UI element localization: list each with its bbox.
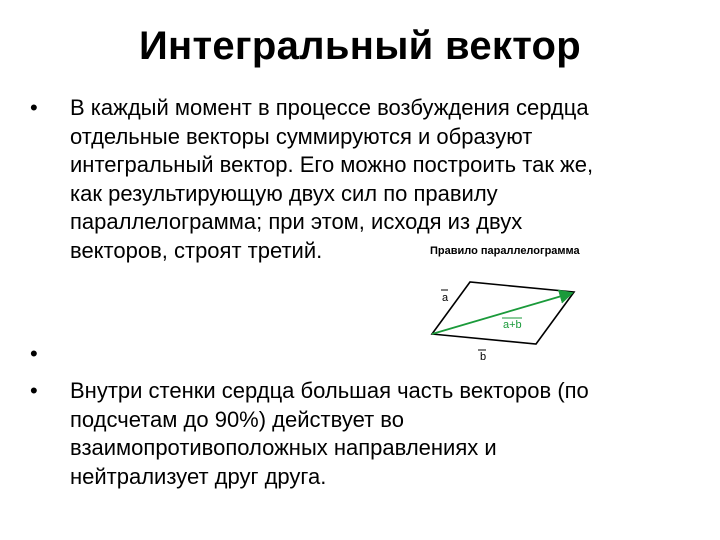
- vector-b-label: b: [480, 351, 487, 363]
- bullet-line: параллелограмма; при этом, исходя из двух: [70, 209, 523, 234]
- bullet-line: Внутри стенки сердца большая часть векторов (по: [70, 378, 589, 403]
- vector-a-label: a: [442, 292, 449, 304]
- bullet-marker: •: [30, 378, 38, 403]
- bullet-line: взаимопротивоположных направлениях и: [70, 435, 497, 460]
- bullet-marker: •: [30, 341, 38, 366]
- bullet-item-2: [30, 340, 70, 370]
- bullet-text: [70, 377, 589, 491]
- parallelogram-diagram: [412, 244, 612, 364]
- bullet-item-3: [30, 377, 710, 497]
- sum-vector-line: [432, 293, 572, 334]
- bullet-line: подсчетам до 90%) действует во: [70, 406, 404, 432]
- bullet-line: нейтрализует друг друга.: [70, 463, 327, 489]
- bullet-text: [70, 94, 593, 265]
- bullet-line: как результирующую двух сил по правилу: [70, 180, 498, 206]
- parallelogram-figure: [412, 244, 612, 364]
- slide-title: Интегральный вектор: [138, 24, 582, 68]
- bullet-marker: •: [30, 95, 38, 120]
- figure-caption: Правило параллелограмма: [430, 245, 580, 257]
- bullet-line: векторов, строят третий.: [70, 237, 323, 263]
- vector-sum-label: a+b: [503, 319, 522, 331]
- bullet-line: отдельные векторы суммируются и образуют: [70, 123, 533, 149]
- bullet-line: интегральный вектор. Его можно построить так же,: [70, 152, 594, 177]
- bullet-line: В каждый момент в процессе возбуждения сердца: [70, 95, 589, 120]
